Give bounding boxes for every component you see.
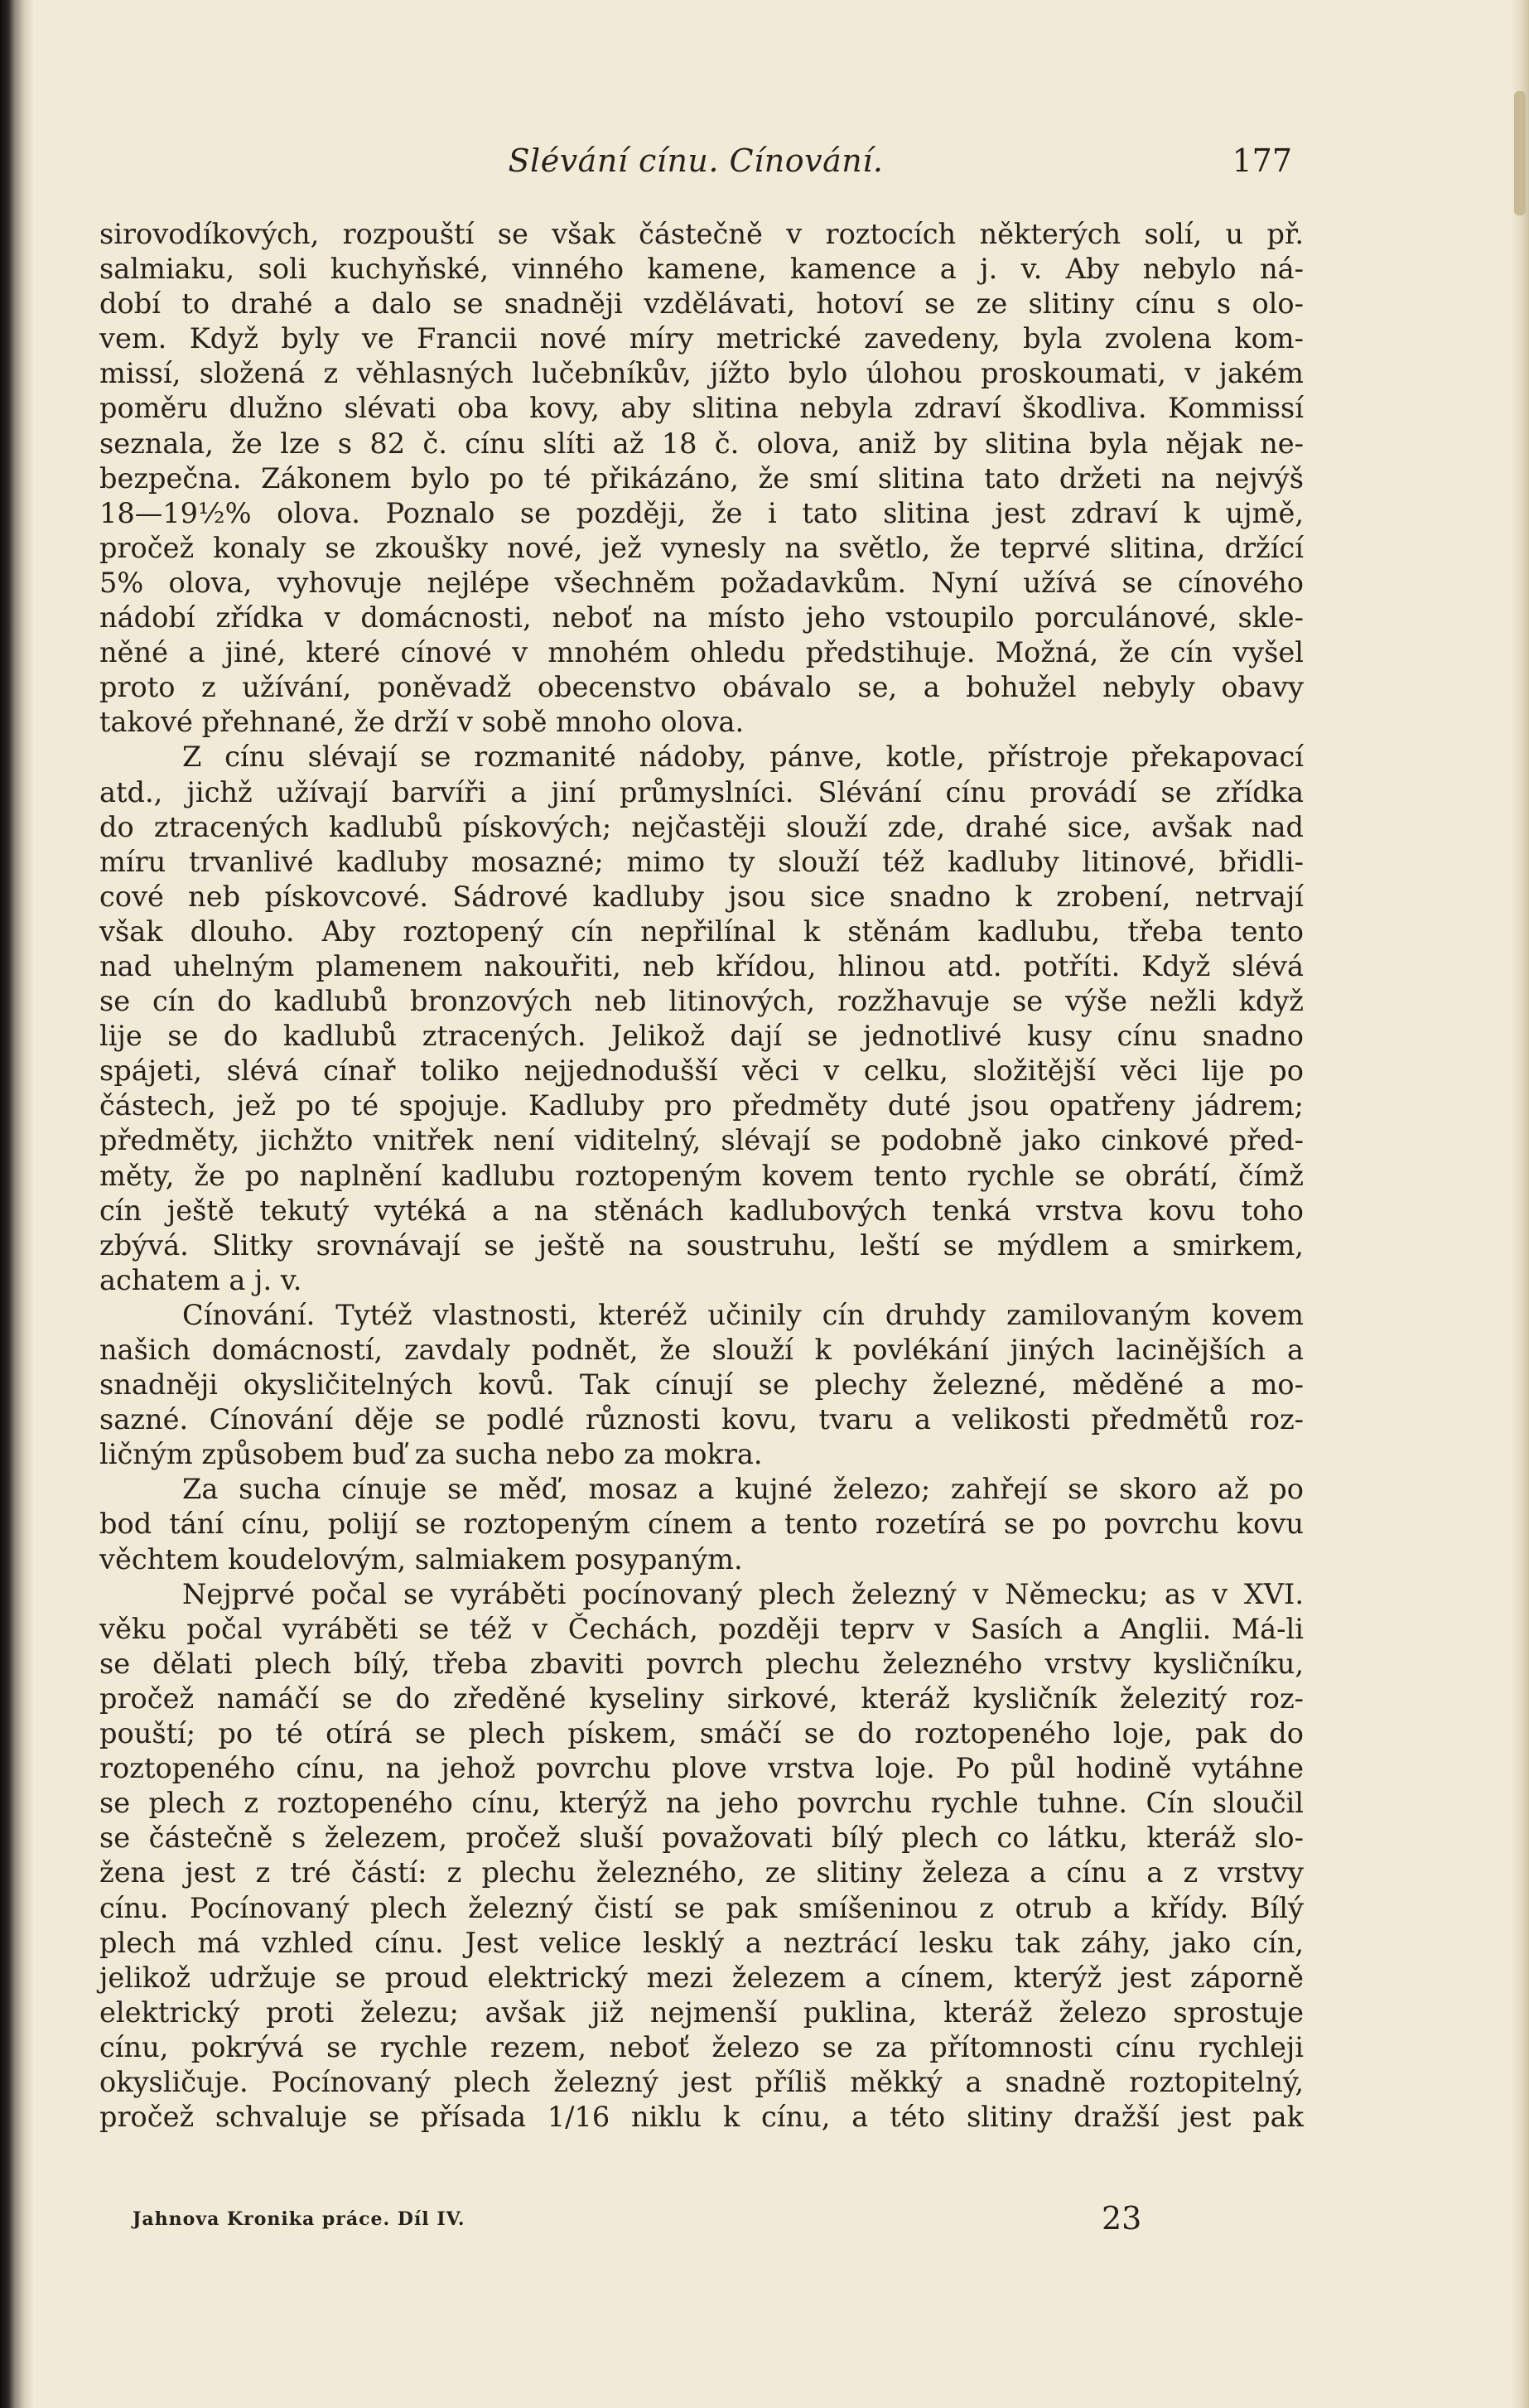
text-line: Za sucha cínuje se měď, mosaz a kujné železo; zahřejí se skoro až po — [182, 1473, 1304, 1506]
text-line: se dělati plech bílý, třeba zbaviti povrch plechu železného vrstvy kysličníku, — [99, 1647, 1304, 1680]
text-line: cínu. Pocínovaný plech železný čistí se pak smíšeninou z otrub a křídy. Bílý — [99, 1891, 1304, 1924]
page-footer — [133, 2200, 1242, 2250]
page-header — [99, 142, 1292, 192]
text-line: se částečně s železem, pročež sluší považovati bílý plech co látku, kteráž slo- — [99, 1822, 1304, 1855]
text-line: plech má vzhled cínu. Jest velice lesklý a neztrácí lesku tak záhy, jako cín, — [99, 1926, 1304, 1959]
text-line: něné a jiné, které cínové v mnohém ohledu předstihuje. Možná, že cín vyšel — [99, 636, 1304, 669]
text-line: Cínování. Tytéž vlastnosti, kteréž učinily cín druhdy zamilovaným kovem — [182, 1298, 1304, 1331]
text-line: pročež konaly se zkoušky nové, jež vynesly na světlo, že teprvé slitina, držící — [99, 531, 1304, 564]
text-line: bod tání cínu, polijí se roztopeným cínem a tento rozetírá se po povrchu kovu — [99, 1508, 1304, 1541]
text-line: atd., jichž užívají barvíři a jiní průmyslníci. Slévání cínu provádí se zřídka — [99, 775, 1304, 808]
text-line: měty, že po naplnění kadlubu roztopeným kovem tento rychle se obrátí, čímž — [99, 1159, 1304, 1192]
text-line: nádobí zřídka v domácnosti, neboť na místo jeho vstoupilo porculánové, skle- — [99, 601, 1304, 635]
running-title: Slévání cínu. Cínování. — [508, 142, 884, 179]
text-line: se cín do kadlubů bronzových neb litinových, rozžhavuje se výše nežli když — [99, 985, 1304, 1018]
text-line: cínu, pokrývá se rychle rezem, neboť železo se za přítomnosti cínu rychleji — [99, 2030, 1304, 2063]
text-line: sirovodíkových, rozpouští se však částečně v roztocích některých solí, u př. — [99, 218, 1304, 250]
text-line: sazné. Cínování děje se podlé různosti kovu, tvaru a velikosti předmětů roz- — [99, 1403, 1304, 1436]
text-line: lije se do kadlubů ztracených. Jelikož dají se jednotlivé kusy cínu snadno — [99, 1020, 1304, 1053]
text-line: Z cínu slévají se rozmanité nádoby, pánve, kotle, přístroje překapovací — [182, 741, 1304, 774]
text-line: missí, složená z věhlasných lučebníkův, jížto bylo úlohou proskoumati, v jakém — [99, 357, 1304, 390]
text-line: poměru dlužno slévati oba kovy, aby slitina nebyla zdraví škodliva. Kommissí — [99, 392, 1304, 425]
text-line: 5% olova, vyhovuje nejlépe všechněm požadavkům. Nyní užívá se cínového — [99, 566, 1304, 599]
text-line: cín ještě tekutý vytéká a na stěnách kadlubových tenká vrstva kovu toho — [99, 1194, 1304, 1227]
text-line: 18—19½% olova. Poznalo se později, že i tato slitina jest zdraví k ujmě, — [99, 496, 1304, 529]
text-line: pouští; po té otírá se plech pískem, smáčí se do roztopeného loje, pak do — [99, 1717, 1304, 1750]
page-edge-tab — [1514, 91, 1526, 215]
text-line: věchtem koudelovým, salmiakem posypaným. — [99, 1542, 743, 1576]
text-line: Nejprvé počal se vyráběti pocínovaný plech železný v Německu; as v XVI. — [182, 1577, 1304, 1610]
text-line: takové přehnané, že drží v sobě mnoho olova. — [99, 706, 745, 739]
text-line: bezpečna. Zákonem bylo po té přikázáno, že smí slitina tato držeti na nejvýš — [99, 461, 1304, 495]
text-line: okysličuje. Pocínovaný plech železný jest příliš měkký a snadně roztopitelný, — [99, 2065, 1304, 2098]
text-line: roztopeného cínu, na jehož povrchu plove vrstva loje. Po půl hodině vytáhne — [99, 1752, 1304, 1785]
text-line: proto z užívání, poněvadž obecenstvo obávalo se, a bohužel nebyly obavy — [99, 671, 1304, 704]
text-line: našich domácností, zavdaly podnět, že slouží k povlékání jiných lacinějších a — [99, 1334, 1304, 1366]
printer-signature: Jahnova Kronika práce. Díl IV. — [133, 2208, 465, 2230]
page-number: 177 — [1232, 142, 1292, 179]
text-line: dobí to drahé a dalo se snadněji vzdělávati, hotoví se ze slitiny cínu s olo- — [99, 287, 1304, 321]
text-line: ličným způsobem buď za sucha nebo za mokra. — [99, 1438, 763, 1471]
text-line: snadněji okysličitelných kovů. Tak cínují se plechy železné, měděné a mo- — [99, 1368, 1304, 1402]
body-text — [99, 217, 1304, 2135]
text-line: pročež schvaluje se přísada 1/16 niklu k cínu, a této slitiny dražší jest pak — [99, 2101, 1304, 2134]
text-line: do ztracených kadlubů pískových; nejčastěji slouží zde, drahé sice, avšak nad — [99, 810, 1304, 843]
text-line: pročež namáčí se do zředěné kyseliny sirkové, kteráž kysličník železitý roz- — [99, 1682, 1304, 1715]
sheet-number: 23 — [1102, 2200, 1142, 2237]
text-line: částech, jež po té spojuje. Kadluby pro předměty duté jsou opatřeny jádrem; — [99, 1089, 1304, 1122]
text-line: se plech z roztopeného cínu, kterýž na jeho povrchu rychle tuhne. Cín sloučil — [99, 1787, 1304, 1820]
text-line: vem. Když byly ve Francii nové míry metrické zavedeny, byla zvolena kom- — [99, 322, 1304, 355]
book-binding-edge — [0, 0, 33, 2408]
text-line: však dlouho. Aby roztopený cín nepřilínal k stěnám kadlubu, třeba tento — [99, 914, 1304, 948]
text-line: věku počal vyráběti se též v Čechách, později teprv v Sasích a Anglii. Má-li — [99, 1612, 1304, 1645]
text-line: předměty, jichžto vnitřek není viditelný, slévají se podobně jako cinkové před- — [99, 1124, 1304, 1157]
text-line: nad uhelným plamenem nakouřiti, neb křídou, hlinou atd. potříti. Když slévá — [99, 949, 1304, 982]
text-line: seznala, že lze s 82 č. cínu slíti až 18 č. olova, aniž by slitina byla nějak ne- — [99, 427, 1304, 460]
text-line: spájeti, slévá cínař toliko nejjednodušší věci v celku, složitější věci lije po — [99, 1054, 1304, 1088]
text-line: achatem a j. v. — [99, 1263, 302, 1296]
text-line: jelikož udržuje se proud elektrický mezi železem a cínem, kterýž jest záporně — [99, 1961, 1304, 1994]
text-line: žena jest z tré částí: z plechu železného, ze slitiny železa a cínu a z vrstvy — [99, 1856, 1304, 1889]
text-line: salmiaku, soli kuchyňské, vinného kamene, kamence a j. v. Aby nebylo ná- — [99, 253, 1304, 286]
text-line: cové neb pískovcové. Sádrové kadluby jsou sice snadno k zrobení, netrvají — [99, 880, 1304, 913]
text-line: elektrický proti železu; avšak již nejmenší puklina, kteráž železo sprostuje — [99, 1995, 1304, 2029]
page-right-edge — [1511, 0, 1529, 2408]
text-line: zbývá. Slitky srovnávají se ještě na soustruhu, leští se mýdlem a smirkem, — [99, 1228, 1304, 1262]
text-line: míru trvanlivé kadluby mosazné; mimo ty slouží též kadluby litinové, břidli- — [99, 845, 1304, 878]
